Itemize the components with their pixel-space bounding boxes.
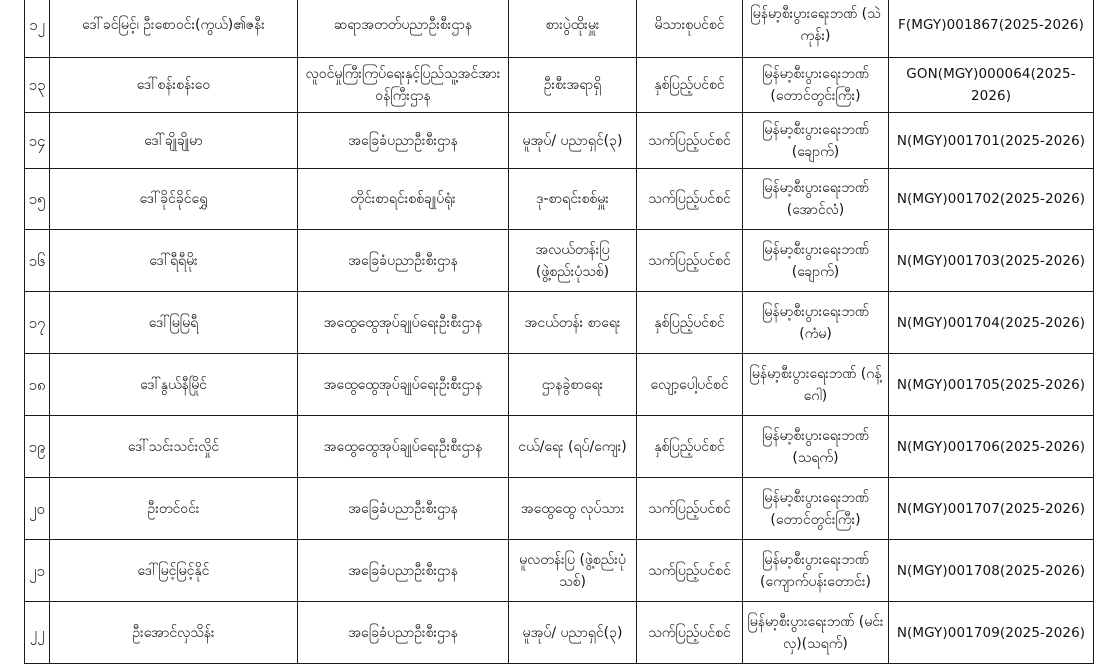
department-cell[interactable]: အခြေခံပညာဦးစီးဌာန bbox=[298, 478, 509, 540]
bank-branch-cell[interactable]: မြန်မာ့စီးပွားရေးဘဏ် (သဲကုန်း) bbox=[743, 0, 889, 58]
name-cell[interactable]: ဦးတင်ဝင်း bbox=[50, 478, 298, 540]
pension-type-cell[interactable]: နှစ်ပြည့်ပင်စင် bbox=[637, 292, 743, 354]
table-row bbox=[25, 478, 1094, 540]
table-row bbox=[25, 416, 1094, 478]
license-number-cell[interactable]: N(MGY)001704(2025-2026) bbox=[889, 292, 1094, 354]
pension-table bbox=[24, 0, 1094, 664]
row-number-cell[interactable]: ၁၄ bbox=[25, 113, 50, 169]
table-row bbox=[25, 169, 1094, 230]
bank-branch-cell[interactable]: မြန်မာ့စီးပွားရေးဘဏ် (သရက်) bbox=[743, 416, 889, 478]
pension-type-cell[interactable]: သက်ပြည့်ပင်စင် bbox=[637, 230, 743, 292]
row-number-cell[interactable]: ၁၈ bbox=[25, 354, 50, 416]
row-number-cell[interactable]: ၂၁ bbox=[25, 540, 50, 602]
license-number-cell[interactable]: GON(MGY)000064(2025-2026) bbox=[889, 58, 1094, 113]
license-number-cell[interactable]: N(MGY)001707(2025-2026) bbox=[889, 478, 1094, 540]
department-cell[interactable]: အထွေထွေအုပ်ချုပ်ရေးဦးစီးဌာန bbox=[298, 354, 509, 416]
row-number-cell[interactable]: ၁၂ bbox=[25, 0, 50, 58]
name-cell[interactable]: ဦးအောင်လှသိန်း bbox=[50, 602, 298, 664]
bank-branch-cell[interactable]: မြန်မာ့စီးပွားရေးဘဏ် (အောင်လံ) bbox=[743, 169, 889, 230]
bank-branch-cell[interactable]: မြန်မာ့စီးပွားရေးဘဏ် (ကံမ) bbox=[743, 292, 889, 354]
table-row bbox=[25, 354, 1094, 416]
row-number-cell[interactable]: ၂၀ bbox=[25, 478, 50, 540]
department-cell[interactable]: အခြေခံပညာဦးစီးဌာန bbox=[298, 113, 509, 169]
bank-branch-cell[interactable]: မြန်မာ့စီးပွားရေးဘဏ် (မင်းလှ)(သရက်) bbox=[743, 602, 889, 664]
bank-branch-cell[interactable]: မြန်မာ့စီးပွားရေးဘဏ် (တောင်တွင်းကြီး) bbox=[743, 478, 889, 540]
row-number-cell[interactable]: ၁၉ bbox=[25, 416, 50, 478]
license-number-cell[interactable]: N(MGY)001702(2025-2026) bbox=[889, 169, 1094, 230]
pension-type-cell[interactable]: နှစ်ပြည့်ပင်စင် bbox=[637, 416, 743, 478]
row-number-cell[interactable]: ၁၆ bbox=[25, 230, 50, 292]
name-cell[interactable]: ဒေါ်စန်းစန်းဝေ bbox=[50, 58, 298, 113]
license-number-cell[interactable]: N(MGY)001701(2025-2026) bbox=[889, 113, 1094, 169]
department-cell[interactable]: အခြေခံပညာဦးစီးဌာန bbox=[298, 602, 509, 664]
license-number-cell[interactable]: F(MGY)001867(2025-2026) bbox=[889, 0, 1094, 58]
name-cell[interactable]: ဒေါ်နွယ်နီမြိုင် bbox=[50, 354, 298, 416]
pension-type-cell[interactable]: မိသားစုပင်စင် bbox=[637, 0, 743, 58]
pension-type-cell[interactable]: သက်ပြည့်ပင်စင် bbox=[637, 478, 743, 540]
name-cell[interactable]: ဒေါ်ရီရီမိုး bbox=[50, 230, 298, 292]
position-cell[interactable]: အထွေထွေ လုပ်သား bbox=[509, 478, 637, 540]
position-cell[interactable]: ဌာနခွဲစာရေး bbox=[509, 354, 637, 416]
position-cell[interactable]: ဒု-စာရင်းစစ်မှူး bbox=[509, 169, 637, 230]
department-cell[interactable]: လူဝင်မှုကြီးကြပ်ရေးနှင့်ပြည်သူ့အင်အားဝန်ကြီးဌာန bbox=[298, 58, 509, 113]
department-cell[interactable]: အထွေထွေအုပ်ချုပ်ရေးဦးစီးဌာန bbox=[298, 416, 509, 478]
bank-branch-cell[interactable]: မြန်မာ့စီးပွားရေးဘဏ် (ချောက်) bbox=[743, 230, 889, 292]
bank-branch-cell[interactable]: မြန်မာ့စီးပွားရေးဘဏ် (ကျောက်ပန်းတောင်း) bbox=[743, 540, 889, 602]
department-cell[interactable]: ဆရာအတတ်ပညာဦးစီးဌာန bbox=[298, 0, 509, 58]
row-number-cell[interactable]: ၂၂ bbox=[25, 602, 50, 664]
position-cell[interactable]: မူအုပ်/ ပညာရှင်(၃) bbox=[509, 602, 637, 664]
table-row bbox=[25, 230, 1094, 292]
position-cell[interactable]: ဦးစီးအရာရှိ bbox=[509, 58, 637, 113]
department-cell[interactable]: တိုင်းစာရင်းစစ်ချုပ်ရုံး bbox=[298, 169, 509, 230]
license-number-cell[interactable]: N(MGY)001705(2025-2026) bbox=[889, 354, 1094, 416]
position-cell[interactable]: မူအုပ်/ ပညာရှင်(၃) bbox=[509, 113, 637, 169]
table-row bbox=[25, 540, 1094, 602]
name-cell[interactable]: ဒေါ်ခင်မြင့်၊ ဦးစောဝင်း(ကွယ်)၏ဇနီး bbox=[50, 0, 298, 58]
pension-type-cell[interactable]: နှစ်ပြည့်ပင်စင် bbox=[637, 58, 743, 113]
position-cell[interactable]: အငယ်တန်း စာရေး bbox=[509, 292, 637, 354]
pension-type-cell[interactable]: သက်ပြည့်ပင်စင် bbox=[637, 540, 743, 602]
row-number-cell[interactable]: ၁၃ bbox=[25, 58, 50, 113]
name-cell[interactable]: ဒေါ်ခိုင်ခိုင်ရွှေ bbox=[50, 169, 298, 230]
pension-type-cell[interactable]: သက်ပြည့်ပင်စင် bbox=[637, 113, 743, 169]
department-cell[interactable]: အခြေခံပညာဦးစီးဌာန bbox=[298, 230, 509, 292]
table-row bbox=[25, 0, 1094, 58]
name-cell[interactable]: ဒေါ်မြင့်မြင့်နိုင် bbox=[50, 540, 298, 602]
position-cell[interactable]: မူလတန်းပြ (ဖွဲ့စည်းပုံသစ်) bbox=[509, 540, 637, 602]
bank-branch-cell[interactable]: မြန်မာ့စီးပွားရေးဘဏ် (ချောက်) bbox=[743, 113, 889, 169]
position-cell[interactable]: အလယ်တန်းပြ (ဖွဲ့စည်းပုံသစ်) bbox=[509, 230, 637, 292]
pension-type-cell[interactable]: သက်ပြည့်ပင်စင် bbox=[637, 169, 743, 230]
name-cell[interactable]: ဒေါ်သင်းသင်းလှိုင် bbox=[50, 416, 298, 478]
license-number-cell[interactable]: N(MGY)001706(2025-2026) bbox=[889, 416, 1094, 478]
license-number-cell[interactable]: N(MGY)001709(2025-2026) bbox=[889, 602, 1094, 664]
pension-type-cell[interactable]: လျော့ပေါ့ပင်စင် bbox=[637, 354, 743, 416]
row-number-cell[interactable]: ၁၇ bbox=[25, 292, 50, 354]
table-row bbox=[25, 292, 1094, 354]
position-cell[interactable]: စားပွဲထိုးမှူး bbox=[509, 0, 637, 58]
bank-branch-cell[interactable]: မြန်မာ့စီးပွားရေးဘဏ် (ဂန့်ဂေါ) bbox=[743, 354, 889, 416]
department-cell[interactable]: အခြေခံပညာဦးစီးဌာန bbox=[298, 540, 509, 602]
table-row bbox=[25, 602, 1094, 664]
pension-type-cell[interactable]: သက်ပြည့်ပင်စင် bbox=[637, 602, 743, 664]
row-number-cell[interactable]: ၁၅ bbox=[25, 169, 50, 230]
name-cell[interactable]: ဒေါ်ချိုချိုမာ bbox=[50, 113, 298, 169]
department-cell[interactable]: အထွေထွေအုပ်ချုပ်ရေးဦးစီးဌာန bbox=[298, 292, 509, 354]
name-cell[interactable]: ဒေါ်မြမြရီ bbox=[50, 292, 298, 354]
bank-branch-cell[interactable]: မြန်မာ့စီးပွားရေးဘဏ် (တောင်တွင်းကြီး) bbox=[743, 58, 889, 113]
license-number-cell[interactable]: N(MGY)001703(2025-2026) bbox=[889, 230, 1094, 292]
license-number-cell[interactable]: N(MGY)001708(2025-2026) bbox=[889, 540, 1094, 602]
table-row bbox=[25, 113, 1094, 169]
position-cell[interactable]: ငယ်/ရေး (ရပ်/ကျေး) bbox=[509, 416, 637, 478]
table-row bbox=[25, 58, 1094, 113]
